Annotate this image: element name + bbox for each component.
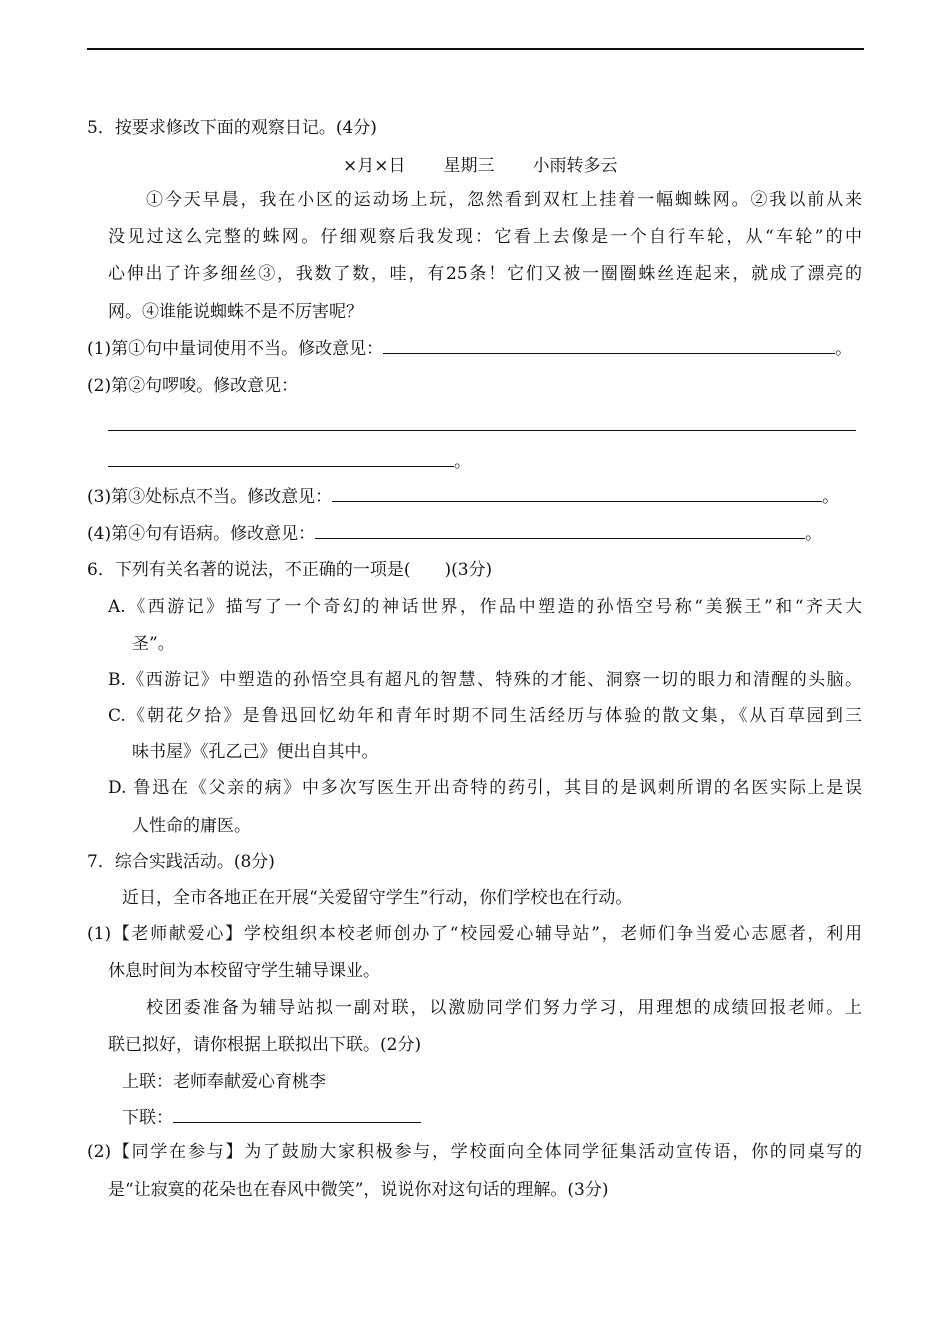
option-a: A.《西游记》描写了一个奇幻的神话世界，作品中塑造的孙悟空号称“美猴王”和“齐天大 [108,597,862,617]
q7-intro: 近日，全市各地正在开展“关爱留守学生”行动，你们学校也在行动。 [122,888,633,908]
diary-line: 网。④谁能说蜘蛛不是不厉害呢？ [108,302,363,322]
option-d-cont: 人性命的庸医。 [132,816,251,836]
option-c-cont: 味书屋》《孔乙己》便出自其中。 [132,742,379,762]
q7-task: 校团委准备为辅导站拟一副对联，以激励同学们努力学习，用理想的成绩回报老师。上 [146,998,862,1018]
answer-blank[interactable] [108,450,454,467]
q5-sub3-label: (3)第③处标点不当。修改意见： [87,487,333,507]
diary-header [343,154,656,178]
option-d: D. 鲁迅在《父亲的病》中多次写医生开出奇特的药引，其目的是讽刺所谓的名医实际上是误 [108,778,862,798]
header-rule [87,48,864,50]
option-b: B.《西游记》中塑造的孙悟空具有超凡的智慧、特殊的才能、洞察一切的眼力和清醒的头脑。 [108,670,862,690]
lower-couplet-blank[interactable] [173,1106,421,1123]
q7-task-cont: 联已拟好，请你根据上联拟出下联。(2分) [108,1035,422,1055]
answer-blank[interactable] [383,337,835,354]
period: 。 [822,487,840,507]
q5-sub1-label: (1)第①句中量词使用不当。修改意见： [87,339,384,359]
option-a-cont: 圣”。 [132,634,175,654]
q6-title: 6．下列有关名著的说法，不正确的一项是( )(3分) [87,560,493,580]
diary-line: 没见过这么完整的蛛网。仔细观察后我发现：它看上去像是一个自行车轮，从“车轮”的中 [108,227,862,247]
diary-line: ①今天早晨，我在小区的运动场上玩，忽然看到双杠上挂着一幅蜘蛛网。②我以前从来 [146,190,862,210]
option-c: C.《朝花夕拾》是鲁迅回忆幼年和青年时期不同生活经历与体验的散文集，《从百草园到三 [108,706,862,726]
answer-blank[interactable] [315,522,805,539]
q7-part1-cont: 休息时间为本校留守学生辅导课业。 [108,961,380,981]
diary-weekday: 星期三 [443,156,495,176]
diary-date: ×月×日 [343,156,406,176]
q7-part2-cont: 是“让寂寞的花朵也在春风中微笑”，说说你对这句话的理解。(3分) [108,1180,609,1200]
period: 。 [835,339,853,359]
period: 。 [454,452,471,472]
q7-title: 7．综合实践活动。(8分) [87,852,275,872]
answer-blank[interactable] [108,430,856,431]
diary-line: 心伸出了许多细丝③，我数了数，哇，有25条！它们又被一圈圈蛛丝连起来，就成了漂亮的 [108,264,862,284]
q7-part1: (1)【老师献爱心】学校组织本校老师创办了“校园爱心辅导站”，老师们争当爱心志愿者，利用 [87,924,862,944]
lower-couplet-label: 下联： [122,1108,173,1128]
diary-weather: 小雨转多云 [532,156,618,176]
q5-sub4-label: (4)第④句有语病。修改意见： [87,524,316,544]
period: 。 [805,524,823,544]
q7-part2: (2)【同学在参与】为了鼓励大家积极参与，学校面向全体同学征集活动宣传语，你的同桌写的 [87,1142,862,1162]
q5-title: 5．按要求修改下面的观察日记。(4分) [87,118,377,138]
upper-couplet: 上联：老师奉献爱心育桃李 [122,1072,326,1092]
q5-sub2-label: (2)第②句啰唆。修改意见： [87,376,299,396]
answer-blank[interactable] [332,485,822,502]
